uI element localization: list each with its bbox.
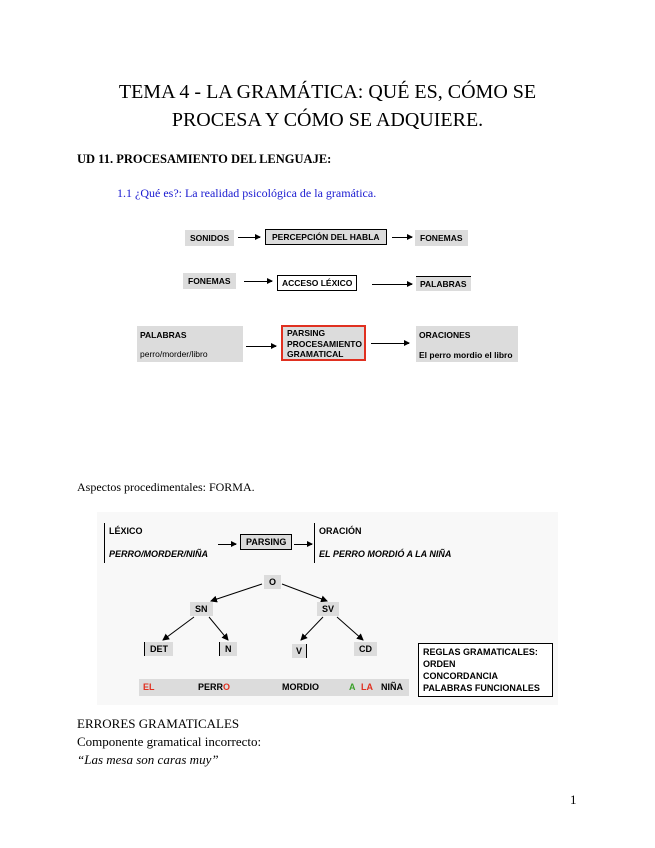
- rule-orden: ORDEN: [423, 659, 456, 669]
- lexico-words: PERRO/MORDER/NIÑA: [109, 549, 209, 559]
- oraciones-title: ORACIONES: [419, 330, 471, 340]
- lexico-title: LÉXICO: [109, 526, 143, 536]
- rule-palabras-funcionales: PALABRAS FUNCIONALES: [423, 683, 540, 693]
- node-det: DET: [144, 642, 173, 656]
- aspects-text: Aspectos procedimentales: FORMA.: [77, 480, 255, 494]
- branch-sv-v: [301, 617, 323, 640]
- page-number: 1: [570, 792, 577, 807]
- errors-description: Componente gramatical incorrecto:: [77, 734, 262, 749]
- parsing-line-2: PROCESAMIENTO: [287, 338, 362, 349]
- branch-o-sn: [211, 584, 262, 601]
- palabras-box: PALABRAS: [416, 276, 471, 291]
- fonemas-box: FONEMAS: [415, 230, 468, 246]
- parsing-box: PARSING: [240, 534, 292, 550]
- node-o: O: [264, 575, 281, 589]
- node-v: V: [292, 644, 307, 658]
- branch-sn-n: [209, 617, 228, 640]
- oracion-title: ORACIÓN: [319, 526, 362, 536]
- node-sn: SN: [190, 602, 213, 616]
- branch-o-sv: [282, 584, 327, 601]
- errors-example: “Las mesa son caras muy”: [77, 752, 219, 767]
- word-perro: [198, 682, 230, 692]
- word-mordio: MORDIO: [282, 682, 319, 692]
- parsing-line-3: GRAMATICAL: [287, 349, 344, 359]
- node-cd: CD: [354, 642, 377, 656]
- percepcion-box: PERCEPCIÓN DEL HABLA: [265, 229, 387, 245]
- rule-concordancia: CONCORDANCIA: [423, 671, 498, 681]
- title-line-2: PROCESA Y CÓMO SE ADQUIERE.: [171, 109, 484, 131]
- branch-sn-det: [163, 617, 194, 640]
- word-nina: NIÑA: [381, 682, 403, 692]
- node-n: N: [219, 642, 237, 656]
- palabras-examples: perro/morder/libro: [140, 349, 208, 359]
- section-heading: UD 11. PROCESAMIENTO DEL LENGUAJE:: [77, 152, 332, 166]
- node-sv: SV: [317, 602, 339, 616]
- sentence-bar: [139, 679, 409, 696]
- subsection-title: 1.1 ¿Qué es?: La realidad psicológica de la gramática.: [117, 186, 377, 200]
- oraciones-example: El perro mordio el libro: [419, 350, 513, 360]
- parsing-line-1: PARSING: [287, 328, 326, 338]
- errors-heading: ERRORES GRAMATICALES: [77, 716, 240, 731]
- word-la: LA: [361, 682, 373, 692]
- rules-title: REGLAS GRAMATICALES:: [423, 647, 538, 657]
- palabras-title: PALABRAS: [140, 330, 187, 340]
- fonemas-box-2: FONEMAS: [183, 273, 236, 289]
- word-el: EL: [143, 682, 155, 692]
- word-perr: PERR: [198, 682, 224, 692]
- title-line-1: TEMA 4 - LA GRAMÁTICA: QUÉ ES, CÓMO SE: [118, 81, 537, 103]
- grammar-rules-box: [418, 643, 553, 697]
- branch-sv-cd: [337, 617, 363, 640]
- acceso-lexico-box: ACCESO LÉXICO: [277, 275, 357, 291]
- oracion-sentence: EL PERRO MORDIÓ A LA NIÑA: [319, 549, 452, 559]
- word-a: A: [349, 682, 356, 692]
- sonidos-box: SONIDOS: [185, 230, 234, 246]
- word-perro-ending: O: [223, 682, 231, 692]
